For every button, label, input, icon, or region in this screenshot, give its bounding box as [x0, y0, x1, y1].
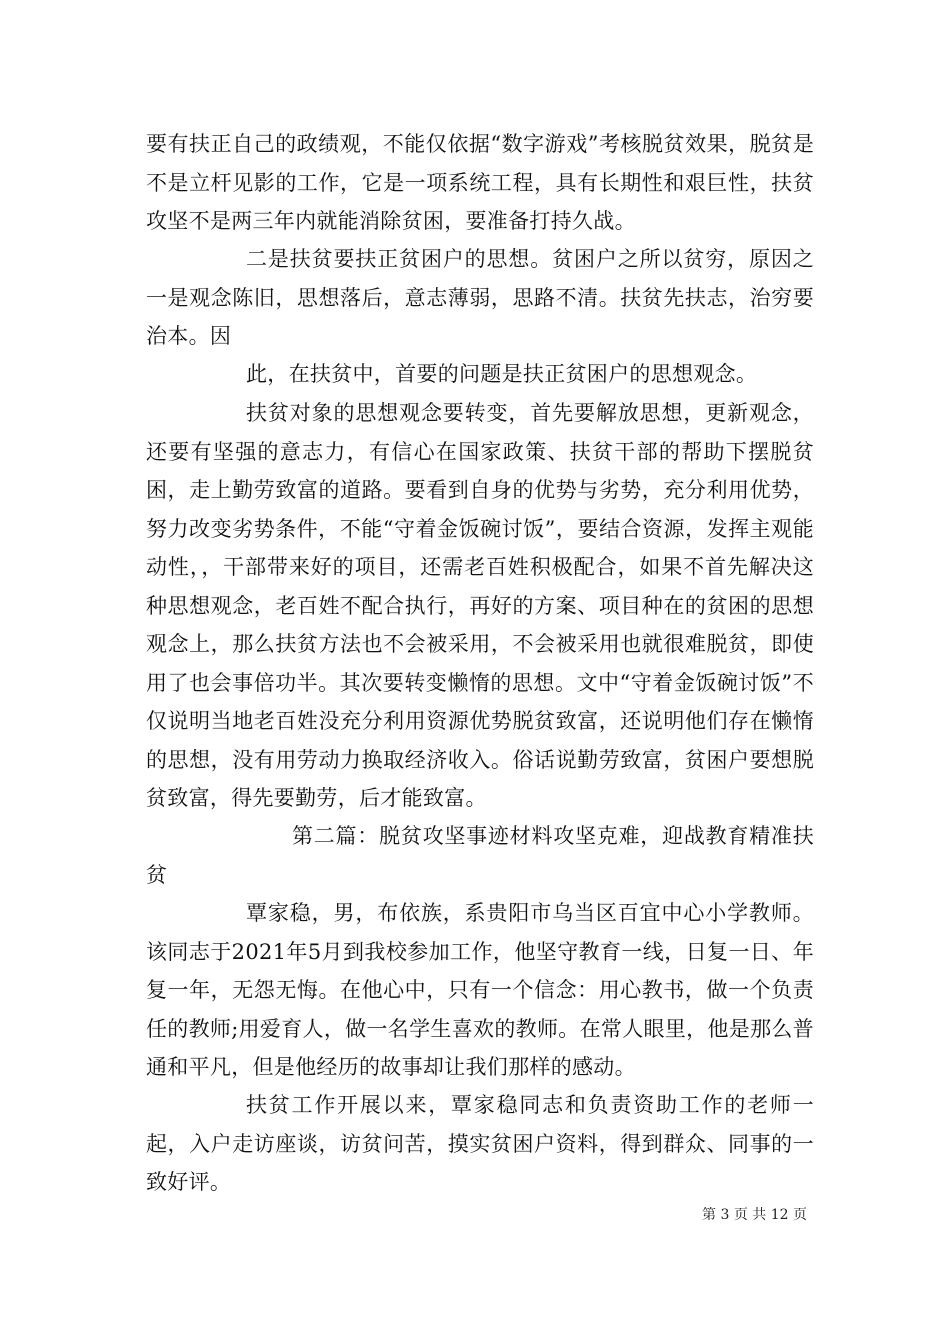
paragraph-poverty-mindset: 二是扶贫要扶正贫困户的思想。贫困户之所以贫穷，原因之一是观念陈旧，思想落后，意志薄弱，思路不清。扶贫先扶志，治穷要治本。因: [146, 247, 814, 348]
section-heading-second-article: 第二篇：脱贫攻坚事迹材料攻坚克难，迎战教育精准扶贫: [146, 824, 814, 887]
paragraph-teacher-profile: 覃家稳，男，布依族，系贵阳市乌当区百宜中心小学教师。该同志于2021年5月到我校参加工作，他坚守教育一线，日复一日、年复一年，无怨无悔。在他心中，只有一个信念：用心教书，做一个负责任的教师;用爱育人，做一名学生喜欢的教师。在常人眼里，他是那么普通和平凡，但是他经历的故事却让我们那样的感动。: [146, 901, 814, 1079]
page-number-footer: 第 3 页 共 12 页: [702, 1207, 807, 1223]
paragraph-change-concepts: 扶贫对象的思想观念要转变，首先要解放思想，更新观念，还要有坚强的意志力，有信心在国家政策、扶贫干部的帮助下摆脱贫困，走上勤劳致富的道路。要看到自身的优势与劣势，充分利用优势，努力改变劣势条件，不能“守着金饭碗讨饭”，要结合资源，发挥主观能动性，，干部带来好的项目，还需老百姓积极配合，如果不首先解决这种思想观念，老百姓不配合执行，再好的方案、项目种在的贫困的思想观念上，那么扶贫方法也不会被采用，不会被采用也就很难脱贫，即使用了也会事倍功半。其次要转变懒惰的思想。文中“守着金饭碗讨饭”不仅说明当地老百姓没充分利用资源优势脱贫致富，还说明他们存在懒惰的思想，没有用劳动力换取经济收入。俗话说勤劳致富，贫困户要想脱贫致富，得先要勤劳，后才能致富。: [146, 401, 814, 810]
paragraph-poverty-work: 扶贫工作开展以来，覃家稳同志和负责资助工作的老师一起，入户走访座谈，访贫问苦，摸实贫困户资料，得到群众、同事的一致好评。: [146, 1093, 814, 1194]
paragraph-mindset-priority: 此，在扶贫中，首要的问题是扶正贫困户的思想观念。: [246, 362, 758, 386]
paragraph-political-achievement: 要有扶正自己的政绩观，不能仅依据“数字游戏”考核脱贫效果，脱贫是不是立杆见影的工作，它是一项系统工程，具有长期性和艰巨性，扶贫攻坚不是两三年内就能消除贫困，要准备打持久战。: [146, 132, 814, 233]
